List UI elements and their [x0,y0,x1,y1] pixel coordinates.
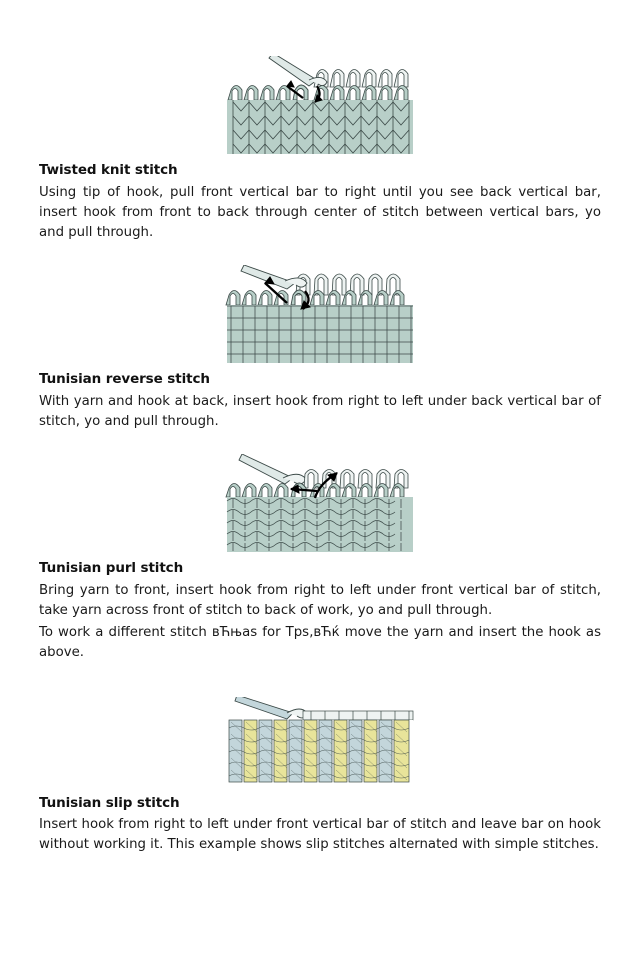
section-heading: Tunisian reverse stitch [39,371,210,388]
tunisian-purl-stitch-diagram [225,454,415,554]
twisted-knit-stitch-diagram [225,56,415,156]
section-heading: Twisted knit stitch [39,162,178,178]
section-paragraph: Insert hook from right to left under front vertical bar of stitch and leave bar on hook without working it. This example shows slip stitches alternated with simple stitches. [39,817,601,853]
section-heading: Tunisian purl stitch [39,560,184,577]
section-tunisian-purl-stitch [39,432,601,663]
section-paragraph: Using tip of hook, pull front vertical bar to right until you see back vertical bar, insert hook from front to back through center of stitch between vertical bars, yo and pull through. [39,184,601,240]
section-paragraph-secondary: To work a different stitch вЋњas for Tps‚вЋќ move the yarn and insert the hook as above. [39,625,601,661]
tunisian-reverse-stitch-diagram [225,265,415,365]
section-twisted-knit-stitch [39,0,601,243]
tunisian-slip-stitch-diagram [225,697,415,789]
section-tunisian-reverse-stitch [39,243,601,432]
section-paragraph: Bring yarn to front, insert hook from right to left under front vertical bar of stitch, take yarn across front of stitch to back of work, yo and pull through. [39,582,601,618]
section-heading: Tunisian slip stitch [39,794,180,811]
section-tunisian-slip-stitch [39,664,601,856]
section-paragraph: With yarn and hook at back, insert hook from right to left under back vertical bar of stitch, yo and pull through. [39,393,601,429]
